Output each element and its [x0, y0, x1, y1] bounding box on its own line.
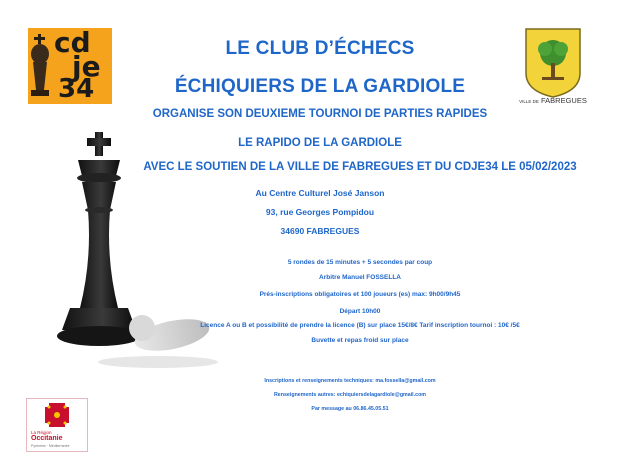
fabregues-label-name: FABREGUES: [541, 96, 587, 105]
contact-technical: Inscriptions et renseignements techniques: ma.fossella@gmail.com: [264, 378, 436, 384]
detail-refreshments: Buvette et repas froid sur place: [311, 337, 409, 344]
occitanie-line3: Pyrénées · Méditerranée: [31, 444, 70, 448]
address-street: 93, rue Georges Pompidou: [265, 207, 375, 217]
cdje-text-cd: cd: [54, 26, 91, 59]
fabregues-label-small: VILLE DE: [519, 99, 539, 104]
occitanie-line1: La Région: [31, 430, 52, 435]
occitanie-logo: [26, 398, 88, 452]
address-venue: Au Centre Culturel José Janson: [255, 188, 385, 198]
address-city: 34690 FABREGUES: [280, 226, 360, 236]
title-club-name: ÉCHIQUIERS DE LA GARDIOLE: [174, 76, 466, 97]
occitanie-line2: Occitanie: [31, 435, 63, 442]
subtitle-support-date: AVEC LE SOUTIEN DE LA VILLE DE FABREGUES ET DU CDJE34 LE 05/02/2023: [143, 161, 577, 173]
occitan-cross-icon: [27, 401, 87, 431]
cdje-text-je: je: [72, 50, 101, 83]
title-club: LE CLUB D’ÉCHECS: [225, 38, 415, 59]
detail-arbiter: Arbitre Manuel FOSSELLA: [319, 274, 401, 281]
detail-start-time: Départ 10h00: [339, 308, 381, 315]
contact-other: Renseignements autres: echiquiersdelagardiole@gmail.com: [273, 392, 427, 398]
detail-rounds: 5 rondes de 15 minutes + 5 secondes par coup: [287, 259, 433, 266]
cdje-text-34: 34: [58, 74, 95, 104]
subtitle-event-name: LE RAPIDO DE LA GARDIOLE: [238, 137, 402, 149]
detail-license-fees: Licence A ou B et possibilité de prendre la licence (B) sur place 15€/8€ Tarif inscription tournoi : 10€ /5€: [200, 322, 520, 329]
detail-registration: Prés-inscriptions obligatoires et 100 joueurs (es) max: 9h00/9h45: [259, 291, 461, 298]
contact-phone: Par message au 06.86.45.05.51: [311, 406, 389, 412]
subtitle-tournament: ORGANISE SON DEUXIEME TOURNOI DE PARTIES RAPIDES: [152, 108, 488, 120]
